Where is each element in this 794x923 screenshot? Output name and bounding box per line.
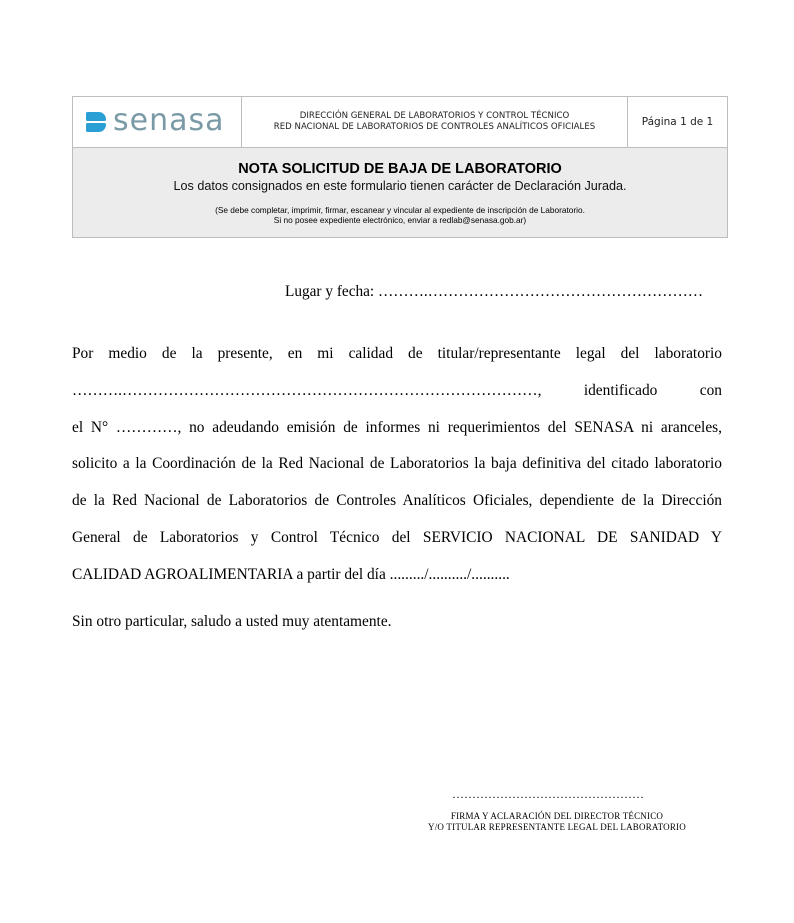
form-title: NOTA SOLICITUD DE BAJA DE LABORATORIO: [238, 161, 562, 177]
place-date-line: Lugar y fecha: ……….………………………………………………: [285, 283, 704, 300]
form-header: [72, 96, 728, 238]
logo-text: senasa: [113, 103, 225, 138]
body-line: General de Laboratorios y Control Técnico del SERVICIO NACIONAL DE SANIDAD Y: [72, 528, 722, 546]
body-line: de la Red Nacional de Laboratorios de Controles Analíticos Oficiales, dependiente de la Dirección: [72, 492, 722, 510]
letter-body: [72, 336, 722, 594]
body-line: ……….………………………………………………………………………, identificado con: [72, 381, 722, 399]
form-note-line-1: (Se debe completar, imprimir, firmar, escanear y vincular al expediente de inscripción de Laboratorio.: [215, 205, 585, 215]
signature-dots: …………………………………………: [452, 787, 644, 801]
direction-line-1: DIRECCIÓN GENERAL DE LABORATORIOS Y CONTROL TÉCNICO: [299, 111, 570, 121]
header-top-row: [73, 97, 727, 148]
direction-line-2: RED NACIONAL DE LABORATORIOS DE CONTROLES ANALÍTICOS OFICIALES: [273, 122, 596, 132]
body-line: Por medio de la presente, en mi calidad de titular/representante legal del laboratorio: [72, 345, 722, 362]
signature-caption-2: Y/O TITULAR REPRESENTANTE LEGAL DEL LABORATORIO: [428, 822, 686, 832]
form-title-band: [73, 148, 727, 237]
form-note-line-2: Si no posee expediente electrónico, enviar a redlab@senasa.gob.ar): [273, 215, 527, 225]
direction-cell: [242, 97, 628, 147]
body-line: CALIDAD AGROALIMENTARIA a partir del día ........./........../..........: [72, 565, 510, 583]
closing-line: Sin otro particular, saludo a usted muy atentamente.: [72, 613, 392, 630]
page-number: Página 1 de 1: [641, 116, 714, 128]
form-subtitle: Los datos consignados en este formulario tienen carácter de Declaración Jurada.: [173, 179, 627, 193]
senasa-logo-icon: [86, 112, 106, 132]
signature-caption-1: FIRMA Y ACLARACIÓN DEL DIRECTOR TÉCNICO: [450, 811, 664, 821]
logo-cell: [73, 97, 242, 147]
body-line: el N° …………, no adeudando emisión de informes ni requerimientos del SENASA ni aranceles,: [72, 418, 722, 436]
body-line: solicito a la Coordinación de la Red Nacional de Laboratorios la baja definitiva del citado laboratorio: [72, 455, 722, 473]
